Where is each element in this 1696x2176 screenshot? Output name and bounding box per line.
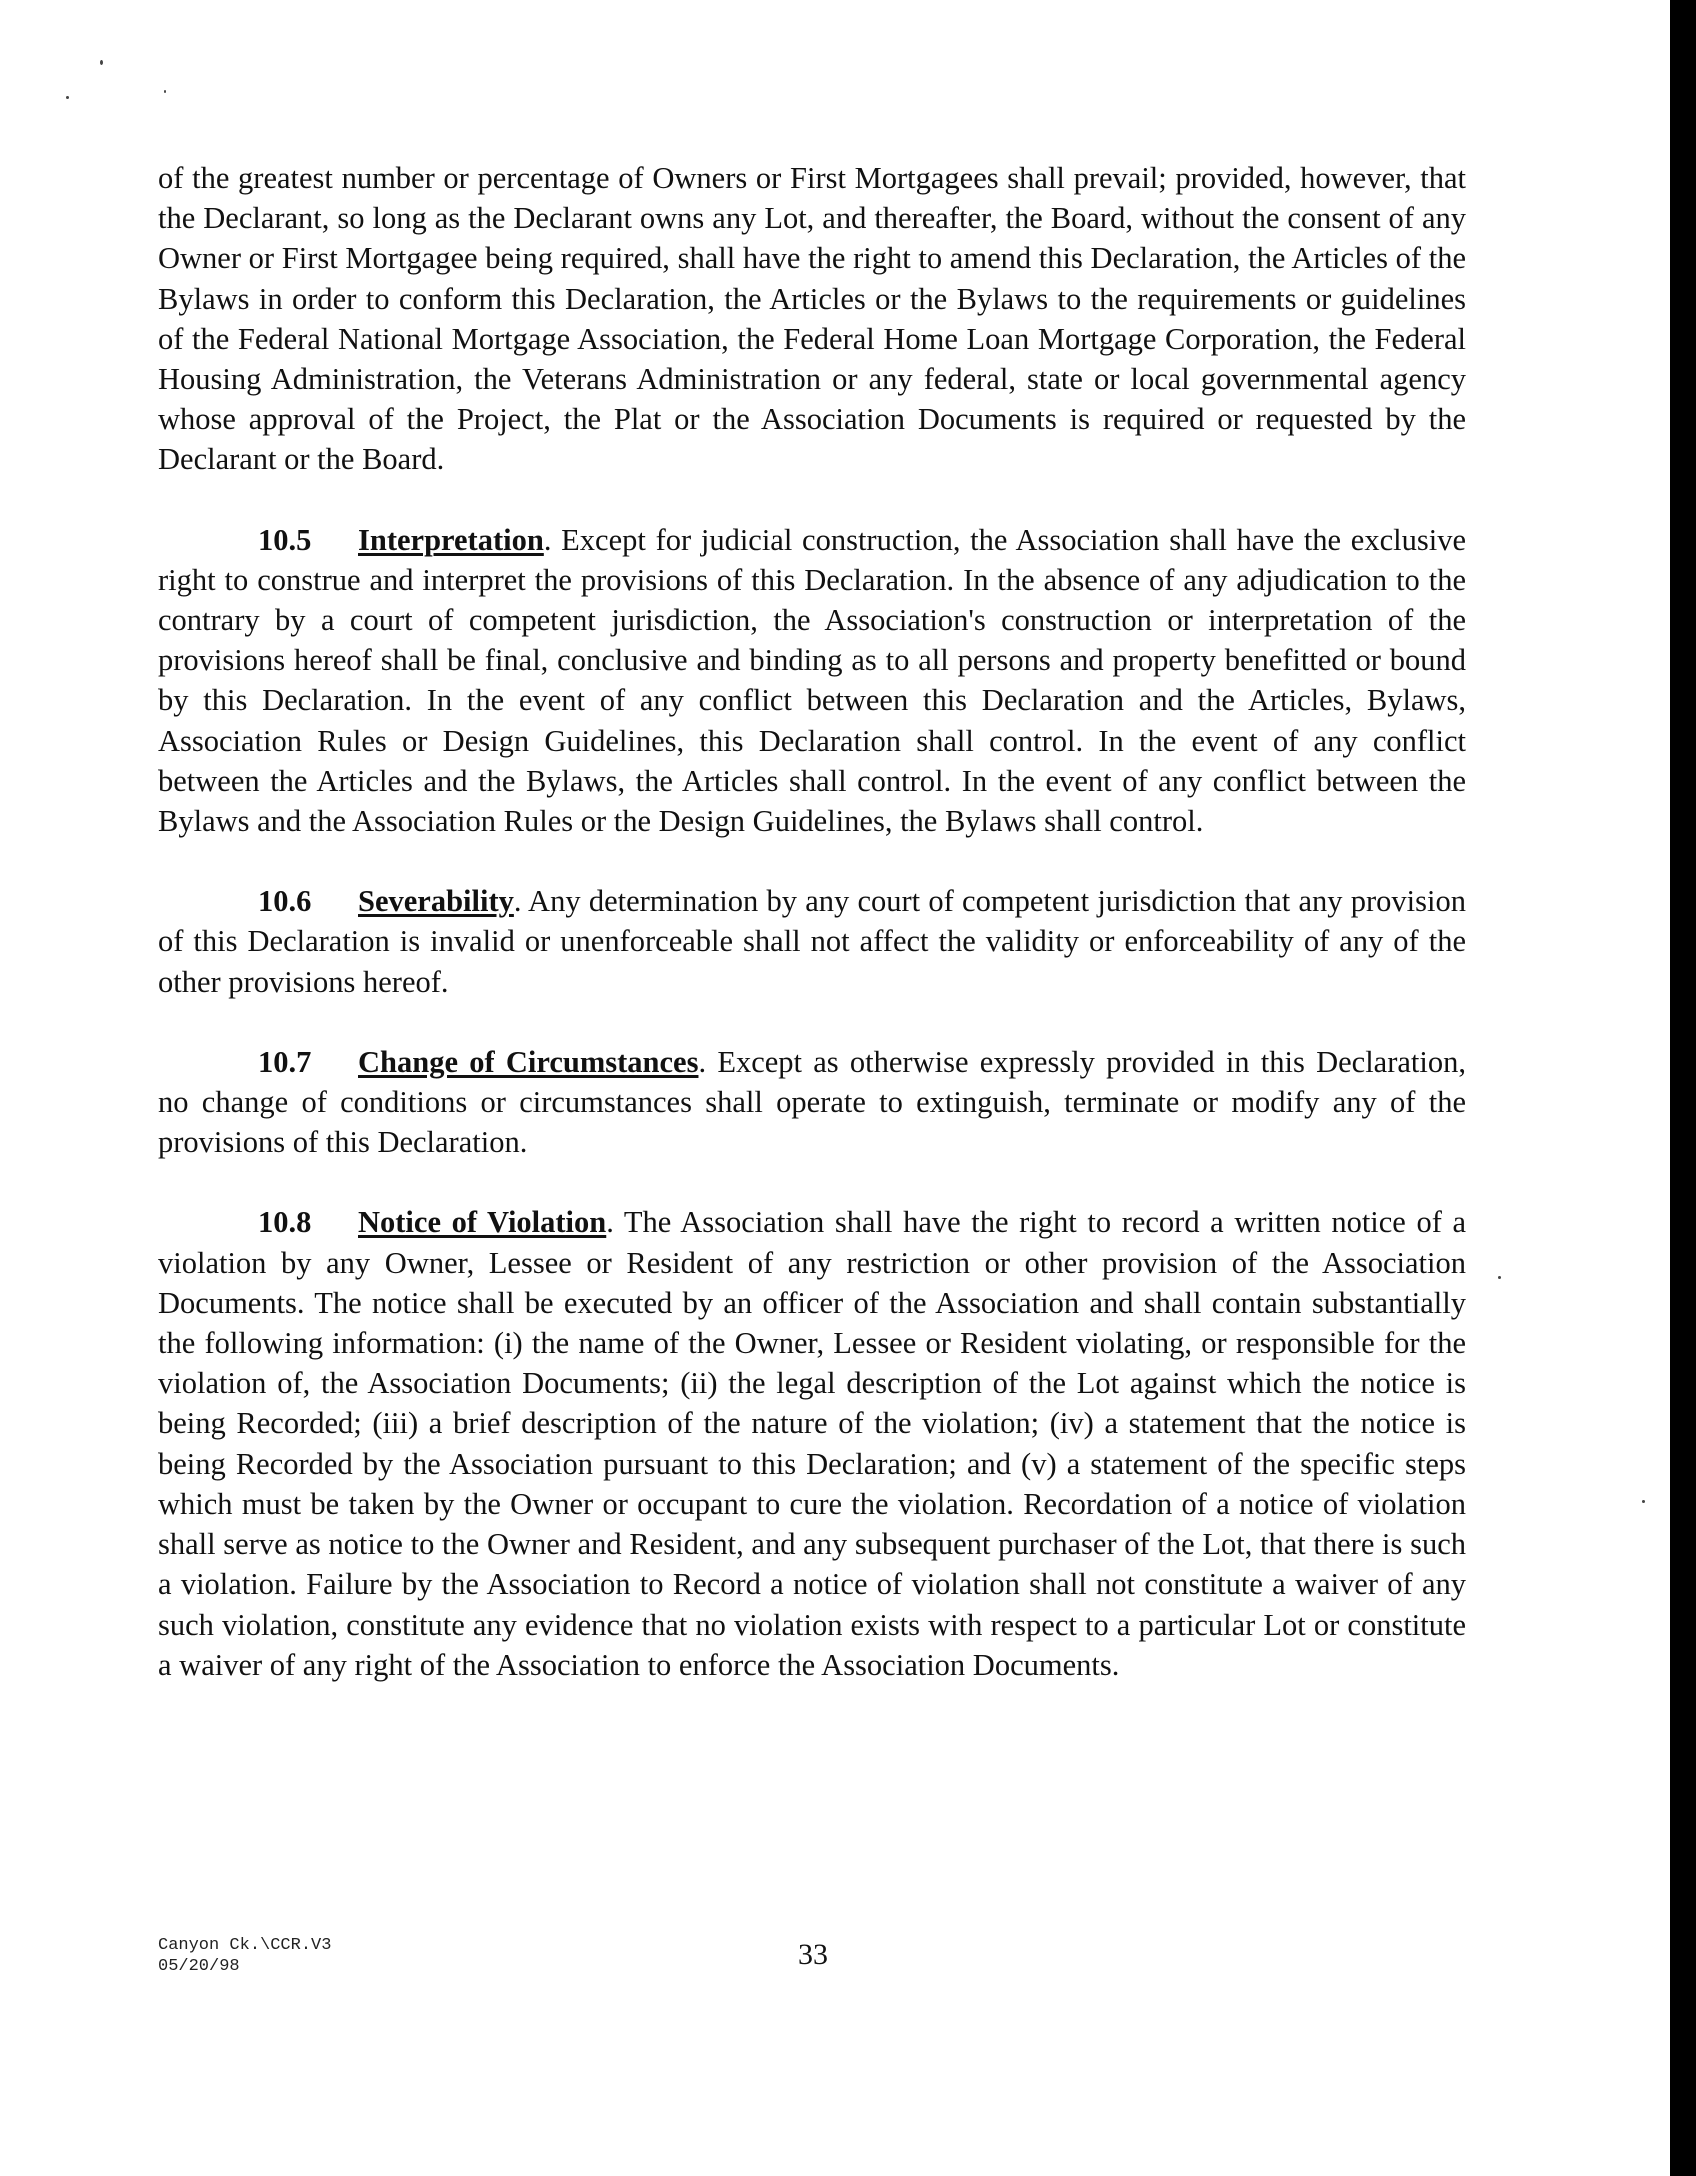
scan-speck xyxy=(1642,1500,1645,1503)
scan-speck xyxy=(100,60,103,65)
continuation-paragraph xyxy=(158,158,1466,480)
document-body xyxy=(158,158,1466,1725)
section-10-5 xyxy=(158,520,1466,842)
section-number: 10.8 xyxy=(258,1205,312,1240)
section-title: Change of Circumstances xyxy=(358,1044,699,1079)
scan-speck xyxy=(66,96,69,99)
scan-edge-shadow xyxy=(1670,0,1696,2176)
scan-speck xyxy=(1498,1276,1501,1279)
section-title: Severability xyxy=(358,884,514,919)
section-text: . Except as otherwise expressly provided in this Declaration, no change of conditions or circumstances shall operate to extinguish, terminate or modify any of the provisions of this Declaration. xyxy=(158,1044,1466,1160)
section-10-7 xyxy=(158,1042,1466,1163)
footer-date: 05/20/98 xyxy=(158,1957,240,1976)
section-number: 10.5 xyxy=(258,522,312,557)
continuation-text: of the greatest number or percentage of Owners or First Mortgagees shall prevail; provided, however, that the Declarant, so long as the Declarant owns any Lot, and thereafter, the Board, without the consent of any Owner or First Mortgagee being required, shall have the right to amend this Declaration, the Articles of the Bylaws in order to conform this Declaration, the Articles or the Bylaws to the requirements or guidelines of the Federal National Mortgage Association, the Federal Home Loan Mortgage Corporation, the Federal Housing Administration, the Veterans Administration or any federal, state or local governmental agency whose approval of the Project, the Plat or the Association Documents is required or requested by the Declarant or the Board. xyxy=(158,161,1466,477)
page-number: 33 xyxy=(798,1938,828,1971)
footer-document-reference xyxy=(158,1935,331,1977)
section-title: Interpretation xyxy=(358,522,544,557)
section-text: . Any determination by any court of competent jurisdiction that any provision of this Declaration is invalid or unenforceable shall not affect the validity or enforceability of any of the other provisions hereof. xyxy=(158,884,1466,999)
section-text: . The Association shall have the right to record a written notice of a violation by any Owner, Lessee or Resident of any restriction or other provision of the Association Documents. The notice shall be executed by an officer of the Association and shall contain substantially the following information: (i) the name of the Owner, Lessee or Resident violating, or responsible for the violation of, the Association Documents; (ii) the legal description of the Lot against which the notice is being Recorded; (iii) a brief description of the nature of the violation; (iv) a statement that the notice is being Recorded by the Association pursuant to this Declaration; and (v) a statement of the specific steps which must be taken by the Owner or occupant to cure the violation. Recordation of a notice of violation shall serve as notice to the Owner and Resident, and any subsequent purchaser of the Lot, that there is such a violation. Failure by the Association to Record a notice of violation shall not constitute a waiver of any such violation, constitute any evidence that no violation exists with respect to a particular Lot or constitute a waiver of any right of the Association to enforce the Association Documents. xyxy=(158,1205,1467,1682)
section-10-6 xyxy=(158,881,1466,1002)
scan-speck xyxy=(164,90,166,93)
section-number: 10.7 xyxy=(258,1044,312,1079)
footer-doc-ref: Canyon Ck.\CCR.V3 xyxy=(158,1936,332,1955)
section-text: . Except for judicial construction, the Association shall have the exclusive right to construe and interpret the provisions of this Declaration. In the absence of any adjudication to the contrary by a court of competent jurisdiction, the Association's construction or interpretation of the provisions hereof shall be final, conclusive and binding as to all persons and property benefitted or bound by this Declaration. In the event of any conflict between this Declaration and the Articles, Bylaws, Association Rules or Design Guidelines, this Declaration shall control. In the event of any conflict between the Articles and the Bylaws, the Articles shall control. In the event of any conflict between the Bylaws and the Association Rules or the Design Guidelines, the Bylaws shall control. xyxy=(158,522,1466,839)
section-number: 10.6 xyxy=(258,884,312,919)
section-10-8 xyxy=(158,1202,1466,1684)
section-title: Notice of Violation xyxy=(358,1205,607,1240)
